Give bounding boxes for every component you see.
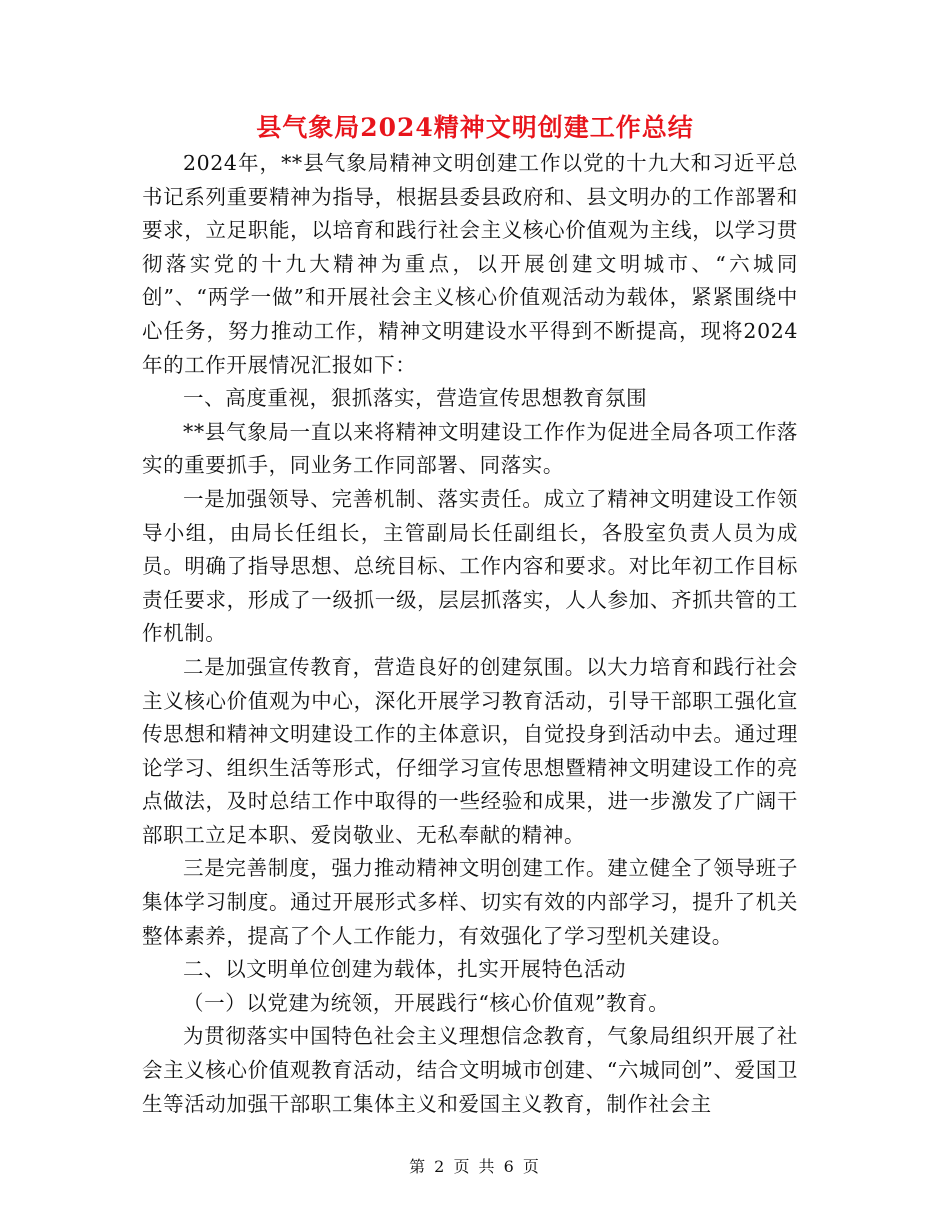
paragraph: 二是加强宣传教育，营造良好的创建氛围。以大力培育和践行社会主义核心价值观为中心，深化开展学习教育活动，引导干部职工强化宣传思想和精神文明建设工作的主体意识，自觉投身到活动中去。通过理论学习、组织生活等形式，仔细学习宣传思想暨精神文明建设工作的亮点做法，及时总结工作中取得的一些经验和成果，进一步激发了广阔干部职工立足本职、爱岗敬业、无私奉献的精神。: [142, 654, 798, 847]
paragraph: **县气象局一直以来将精神文明建设工作作为促进全局各项工作落实的重要抓手，同业务工作同部署、同落实。: [142, 419, 798, 478]
paragraph-intro: 2024年，**县气象局精神文明创建工作以党的十九大和习近平总书记系列重要精神为指导，根据县委县政府和、县文明办的工作部署和要求，立足职能，以培育和践行社会主义核心价值观为主线，以学习贯彻落实党的十九大精神为重点，以开展创建文明城市、“六城同创”、“两学一做”和开展社会主义核心价值观活动为载体，紧紧围绕中心任务，努力推动工作，精神文明建设水平得到不断提高，现将2024年的工作开展情况汇报如下：: [142, 151, 798, 377]
section-heading-2: 二、以文明单位创建为载体，扎实开展特色活动: [183, 957, 627, 982]
document-body: [142, 147, 798, 1121]
paragraph: 为贯彻落实中国特色社会主义理想信念教育，气象局组织开展了社会主义核心价值观教育活动，结合文明城市创建、“六城同创”、爱国卫生等活动加强干部职工集体主义和爱国主义教育，制作社会主: [142, 1024, 798, 1116]
paragraph: 一是加强领导、完善机制、落实责任。成立了精神文明建设工作领导小组，由局长任组长，主管副局长任副组长，各股室负责人员为成员。明确了指导思想、总统目标、工作内容和要求。对比年初工作目标责任要求，形成了一级抓一级，层层抓落实，人人参加、齐抓共管的工作机制。: [142, 486, 798, 646]
subsection-heading: （一）以党建为统领，开展践行“核心价值观”教育。: [183, 990, 670, 1015]
paragraph: 三是完善制度，强力推动精神文明创建工作。建立健全了领导班子集体学习制度。通过开展形式多样、切实有效的内部学习，提升了机关整体素养，提高了个人工作能力，有效强化了学习型机关建设。: [142, 856, 798, 948]
page-number-footer: 第 2 页 共 6 页: [409, 1157, 541, 1176]
document-title: 县气象局2024精神文明创建工作总结: [256, 113, 694, 142]
section-heading-1: 一、高度重视，狠抓落实，营造宣传思想教育氛围: [183, 386, 648, 411]
